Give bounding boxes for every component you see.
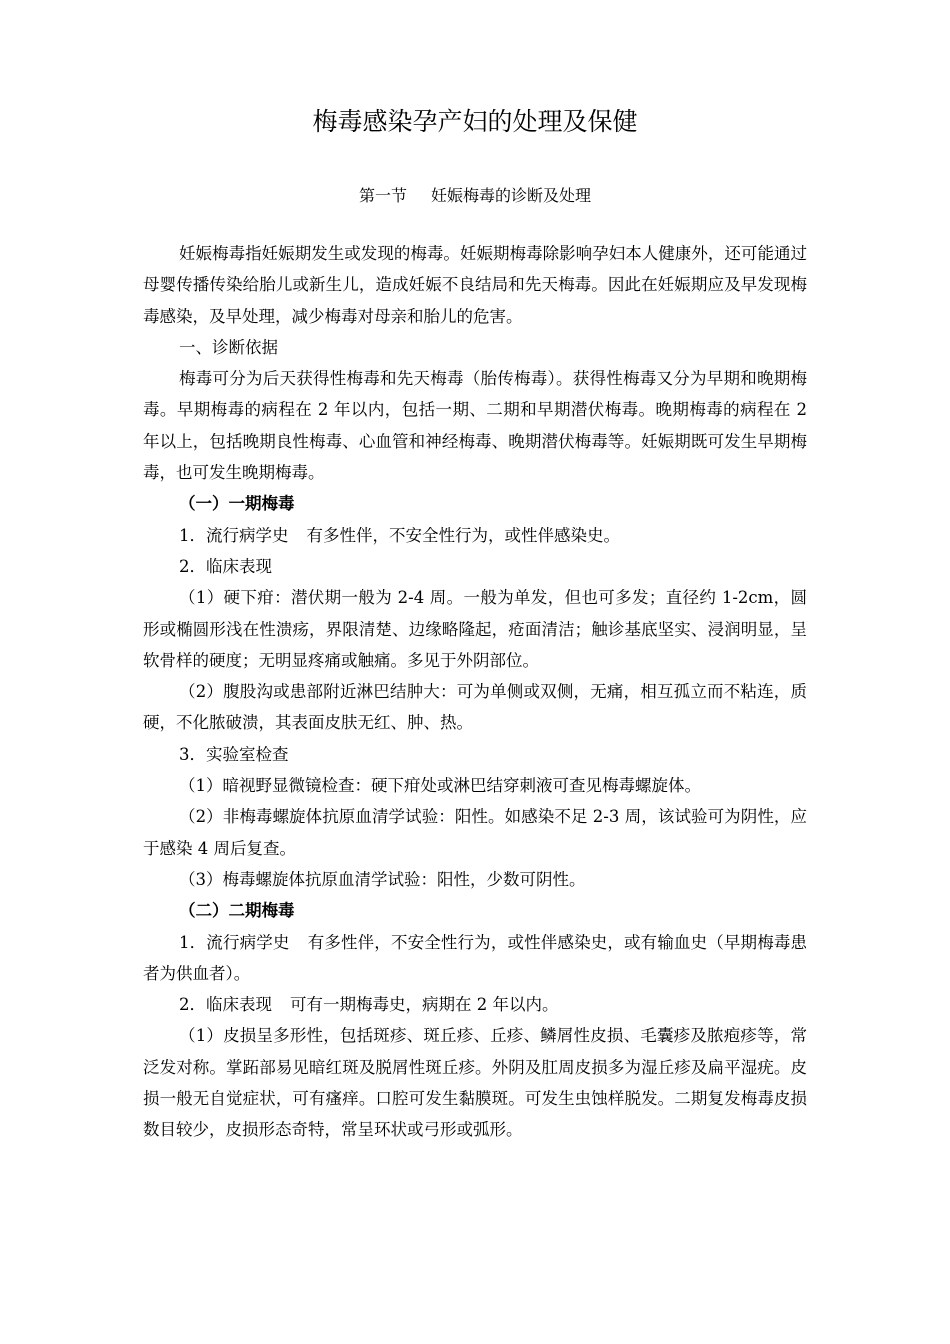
intro-paragraph: 妊娠梅毒指妊娠期发生或发现的梅毒。妊娠期梅毒除影响孕妇本人健康外，还可能通过母婴传播传染给胎儿或新生儿，造成妊娠不良结局和先天梅毒。因此在妊娠期应及早发现梅毒感染，及早处理，减少梅毒对母亲和胎儿的危害。 xyxy=(143,244,807,326)
primary-lab-item-2: （2）非梅毒螺旋体抗原血清学试验：阳性。如感染不足 2-3 周，该试验可为阴性，应于感染 4 周后复查。 xyxy=(143,807,807,858)
primary-clinical-item-1: （1）硬下疳：潜伏期一般为 2-4 周。一般为单发，但也可多发；直径约 1-2cm，圆形或椭圆形浅在性溃疡，界限清楚、边缘略隆起，疮面清洁；触诊基底坚实、浸润明显，呈软骨样的硬度；无明显疼痛或触痛。多见于外阴部位。 xyxy=(143,588,807,670)
secondary-clinical xyxy=(143,989,807,1020)
primary-lab-item-1: （1）暗视野显微镜检查：硬下疳处或淋巴结穿刺液可查见梅毒螺旋体。 xyxy=(179,776,701,796)
primary-epidemiology-text: 有多性伴，不安全性行为，或性伴感染史。 xyxy=(306,525,620,545)
secondary-clinical-item-1: （1）皮损呈多形性，包括斑疹、斑丘疹、丘疹、鳞屑性皮损、毛囊疹及脓疱疹等，常泛发对称。掌跖部易见暗红斑及脱屑性斑丘疹。外阴及肛周皮损多为湿丘疹及扁平湿疣。皮损一般无自觉症状，可有瘙痒。口腔可发生黏膜斑。可发生虫蚀样脱发。二期复发梅毒皮损数目较少，皮损形态奇特，常呈环状或弓形或弧形。 xyxy=(143,1026,807,1140)
section-name: 妊娠梅毒的诊断及处理 xyxy=(431,186,592,205)
secondary-epidemiology xyxy=(143,927,807,990)
secondary-epidemiology-label: 1．流行病学史 xyxy=(179,932,290,952)
section-label: 第一节 xyxy=(358,186,407,205)
primary-lab-heading: 3．实验室检查 xyxy=(179,744,289,764)
primary-clinical-heading: 2．临床表现 xyxy=(179,556,272,576)
secondary-clinical-text: 可有一期梅毒史，病期在 2 年以内。 xyxy=(290,995,559,1015)
diagnosis-heading: 一、诊断依据 xyxy=(179,337,278,357)
primary-syphilis-heading: （一）一期梅毒 xyxy=(179,494,295,514)
document-title: 梅毒感染孕产妇的处理及保健 xyxy=(312,107,638,136)
secondary-clinical-label: 2．临床表现 xyxy=(179,995,272,1015)
document-body xyxy=(143,238,807,1146)
primary-epidemiology xyxy=(143,520,807,551)
primary-epidemiology-label: 1．流行病学史 xyxy=(179,525,289,545)
secondary-epidemiology-text: 有多性伴，不安全性行为，或性伴感染史，或有输血史（早期梅毒患者为供血者）。 xyxy=(143,932,808,983)
primary-lab-item-3: （3）梅毒螺旋体抗原血清学试验：阳性，少数可阴性。 xyxy=(179,869,586,889)
primary-clinical-item-2: （2）腹股沟或患部附近淋巴结肿大：可为单侧或双侧，无痛，相互孤立而不粘连，质硬，不化脓破溃，其表面皮肤无红、肿、热。 xyxy=(143,682,807,733)
secondary-syphilis-heading: （二）二期梅毒 xyxy=(179,901,295,921)
diagnosis-paragraph: 梅毒可分为后天获得性梅毒和先天梅毒（胎传梅毒）。获得性梅毒又分为早期和晚期梅毒。早期梅毒的病程在 2 年以内，包括一期、二期和早期潜伏梅毒。晚期梅毒的病程在 2 年以上，包括晚期良性梅毒、心血管和神经梅毒、晚期潜伏梅毒等。妊娠期既可发生早期梅毒，也可发生晚期梅毒。 xyxy=(143,369,807,483)
section-heading xyxy=(143,183,807,209)
